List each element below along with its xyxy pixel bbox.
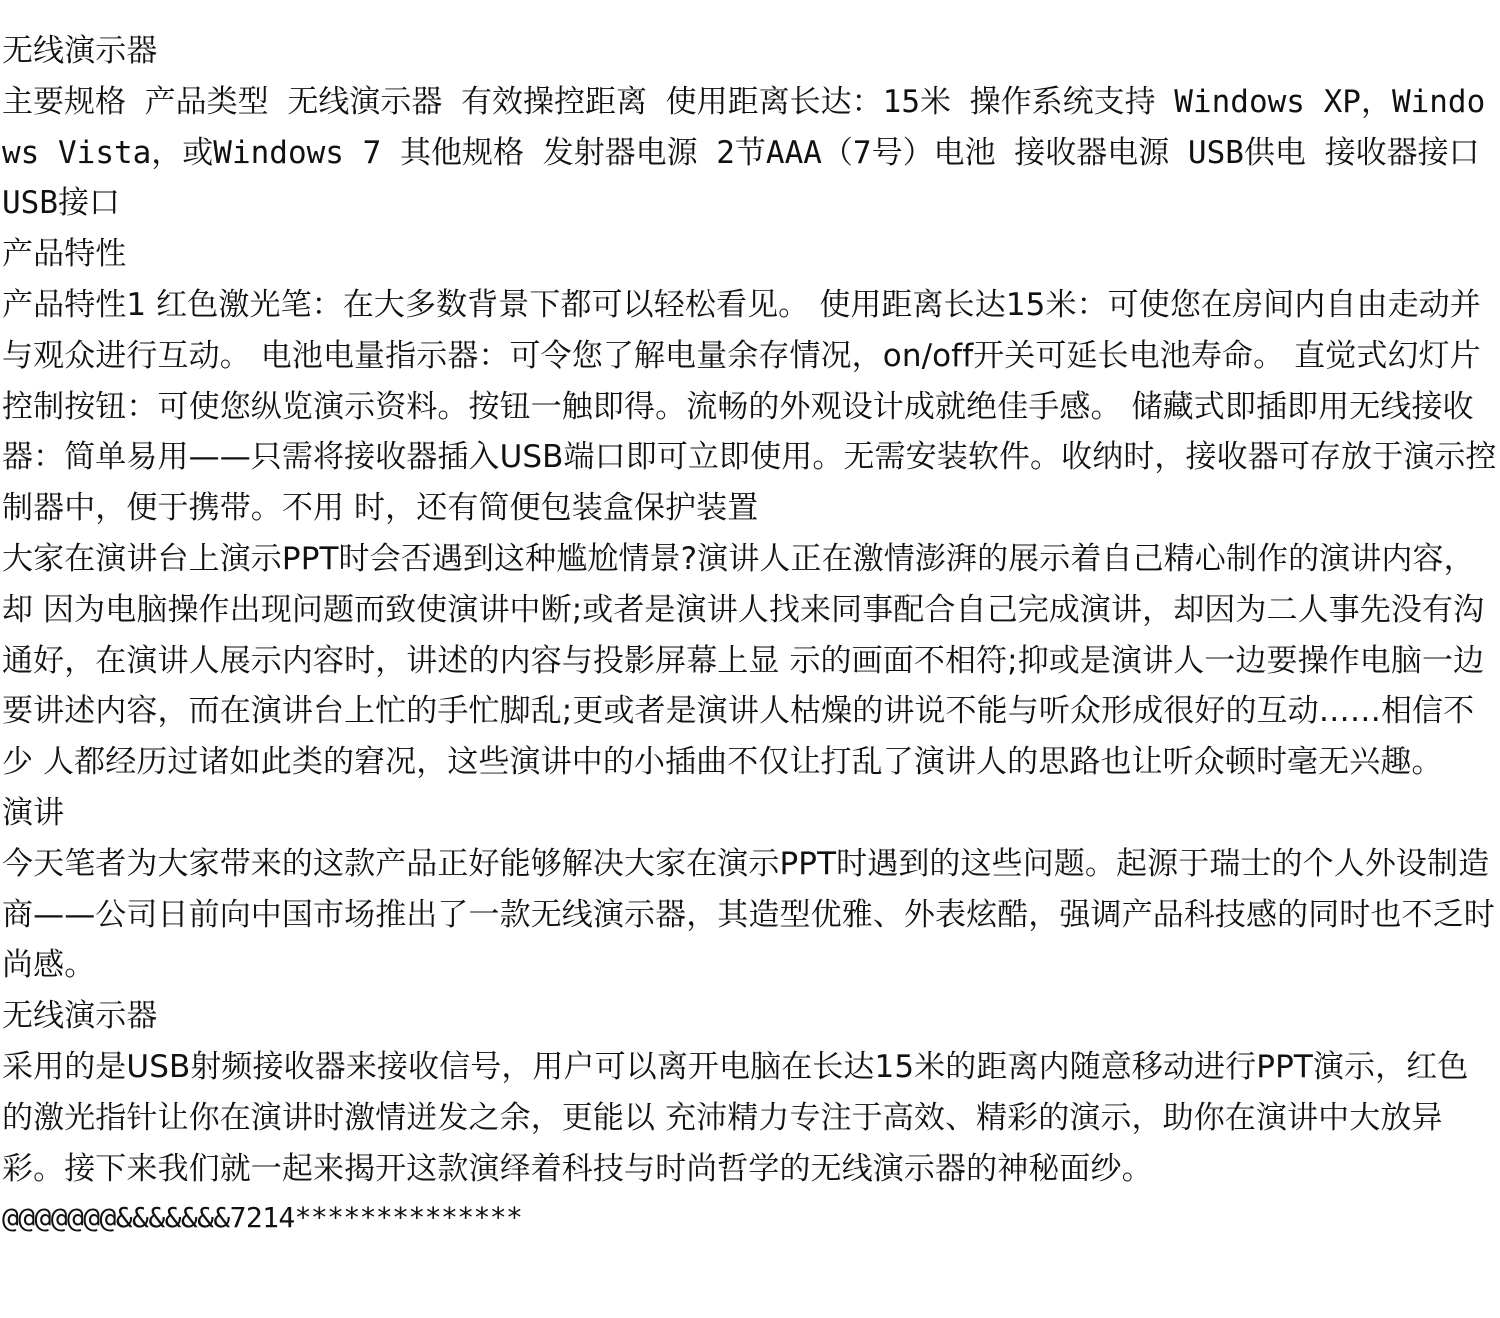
heading-wireless-presenter-repeat: 无线演示器 xyxy=(2,998,158,1035)
product-paragraph: 今天笔者为大家带来的这款产品正好能够解决大家在演示PPT时遇到的这些问题。起源于瑞士的个人外设制造商——公司日前向中国市场推出了一款无线演示器，其造型优雅、外表炫酷，强调产品科技感的同时也不乏时尚感。 xyxy=(2,845,1495,984)
footer-code: @@@@@@@&&&&&&&7214************** xyxy=(2,1201,523,1235)
intro-paragraph: 大家在演讲台上演示PPT时会否遇到这种尴尬情景?演讲人正在激情澎湃的展示着自己精心制作的演讲内容，却 因为电脑操作出现问题而致使演讲中断;或者是演讲人找来同事配合自己完成演讲，却因为二人事先没有沟通好，在演讲人展示内容时，讲述的内容与投影屏幕上显 示的画面不相符;抑或是演讲人一边要操作电脑一边要讲述内容，而在演讲台上忙的手忙脚乱;更或者是演讲人枯燥的讲说不能与听众形成很好的互动……相信不少 人都经历过诸如此类的窘况，这些演讲中的小插曲不仅让打乱了演讲人的思路也让听众顿时毫无兴趣。 xyxy=(2,540,1485,781)
heading-wireless-presenter: 无线演示器 xyxy=(2,33,158,69)
heading-product-features: 产品特性 xyxy=(2,236,127,273)
spec-paragraph: 主要规格 产品类型 无线演示器 有效操控距离 使用距离长达：15米 操作系统支持 Windows XP，Windows Vista，或Windows 7 其他规格 发射器电源 2节AAA（7号）电池 接收器电源 USB供电 接收器接口 USB接口 xyxy=(2,83,1486,222)
usage-paragraph: 采用的是USB射频接收器来接收信号，用户可以离开电脑在长达15米的距离内随意移动进行PPT演示，红色的激光指针让你在演讲时激情迸发之余，更能以 充沛精力专注于高效、精彩的演示，助你在演讲中大放异彩。接下来我们就一起来揭开这款演绎着科技与时尚哲学的无线演示器的神秘面纱。 xyxy=(2,1048,1469,1187)
feature-paragraph: 产品特性1 红色激光笔：在大多数背景下都可以轻松看见。 使用距离长达15米：可使您在房间内自由走动并与观众进行互动。 电池电量指示器：可令您了解电量余存情况，on/off开关可延长电池寿命。 直觉式幻灯片控制按钮：可使您纵览演示资料。按钮一触即得。流畅的外观设计成就绝佳手感。 储藏式即插即用无线接收器：简单易用——只需将接收器插入USB端口即可立即使用。无需安装软件。收纳时，接收器可存放于演示控制器中，便于携带。不用 时，还有简便包装盒保护装置 xyxy=(2,286,1497,527)
heading-speech: 演讲 xyxy=(2,794,65,831)
